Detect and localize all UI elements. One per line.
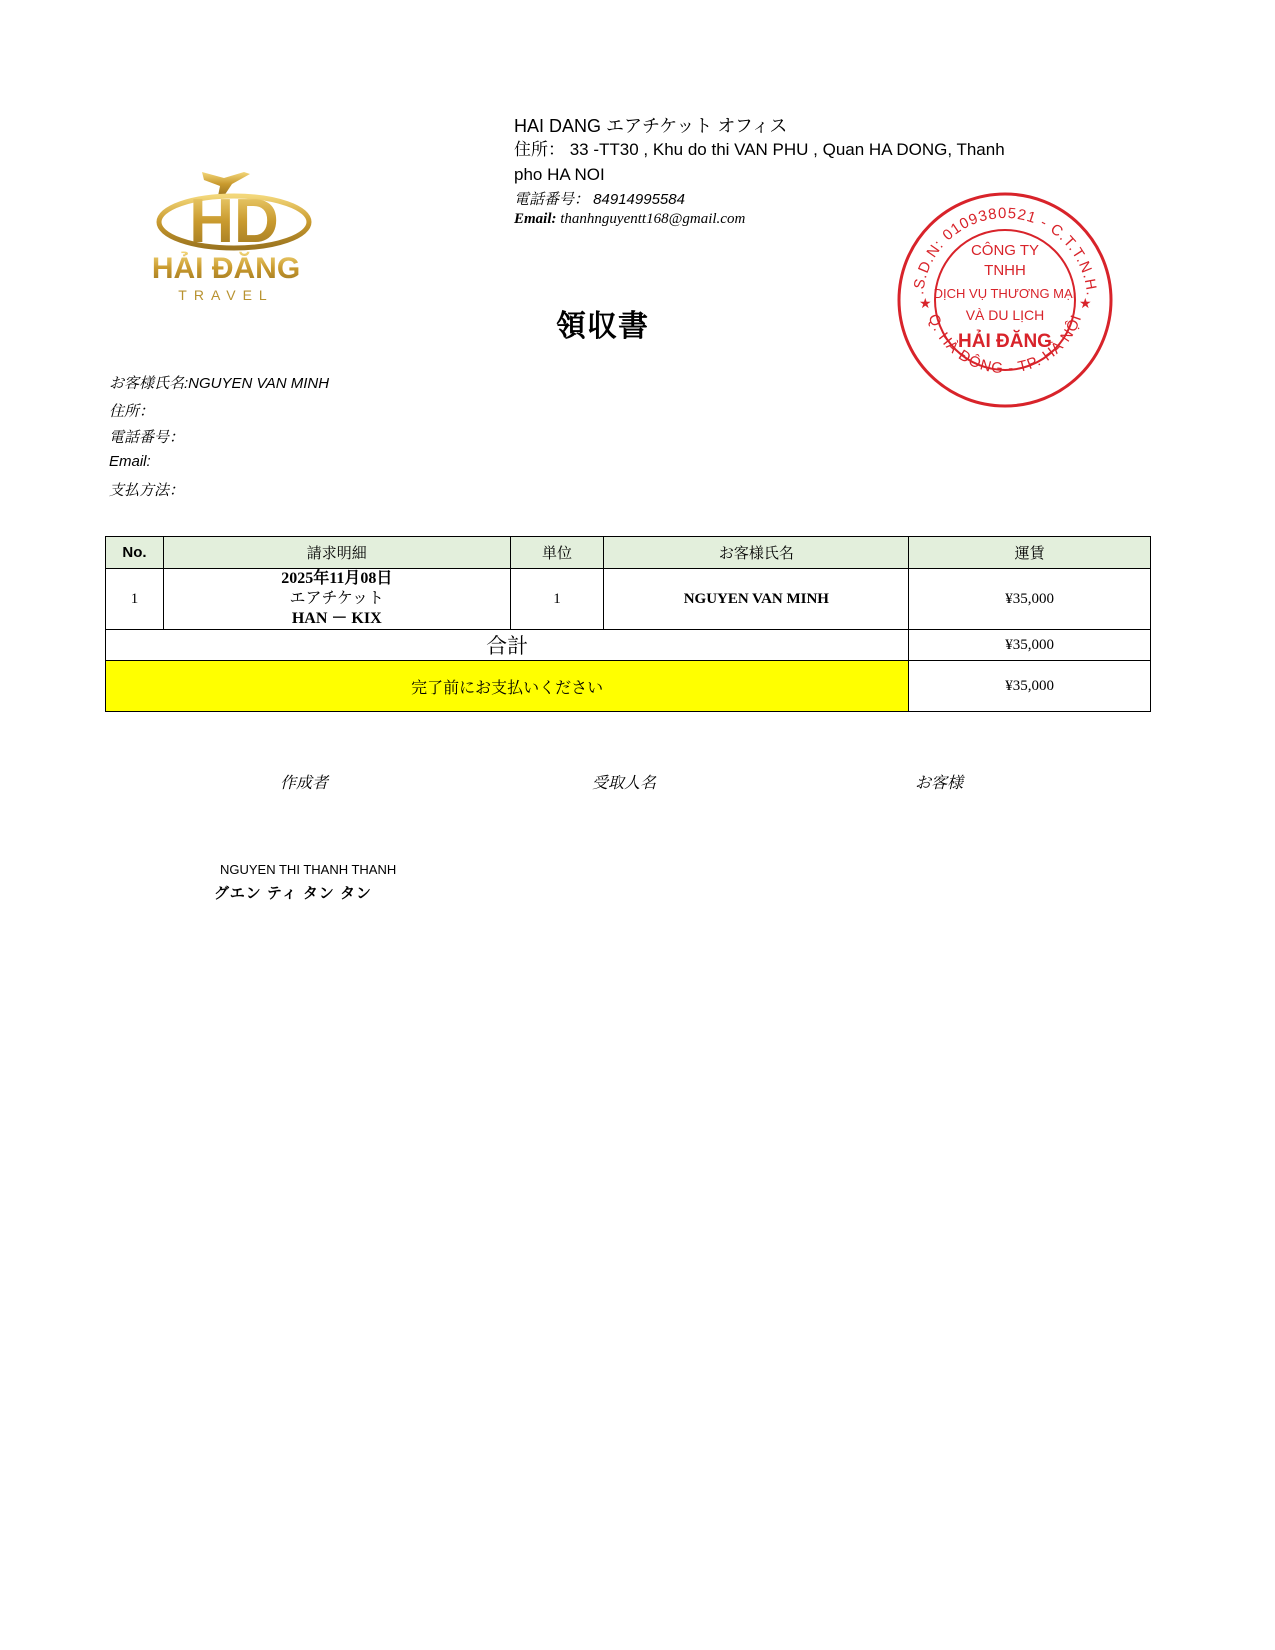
email-label: Email: bbox=[514, 211, 557, 227]
table-row bbox=[106, 569, 1151, 630]
svg-text:TNHH: TNHH bbox=[984, 262, 1026, 279]
payment-notice-row bbox=[106, 661, 1151, 712]
address-line-2: pho HA NOI bbox=[514, 165, 605, 184]
logo-monogram: HD bbox=[189, 187, 279, 256]
maker-name-english: NGUYEN THI THANH THANH bbox=[220, 862, 397, 877]
company-stamp bbox=[895, 190, 1115, 410]
signature-maker-label: 作成者 bbox=[280, 775, 329, 792]
header-description: 請求明細 bbox=[163, 537, 510, 569]
payment-notice: 完了前にお支払いください bbox=[106, 661, 909, 712]
row-item: エアチケット bbox=[289, 590, 385, 607]
row-date: 2025年11月08日 bbox=[281, 570, 393, 587]
row-route: HAN － KIX bbox=[291, 610, 382, 627]
signature-receiver-label: 受取人名 bbox=[592, 775, 657, 792]
header-unit: 単位 bbox=[510, 537, 604, 569]
header-fare: 運賃 bbox=[909, 537, 1151, 569]
maker-name-japanese: グエン ティ タン タン bbox=[214, 885, 373, 902]
total-row bbox=[106, 630, 1151, 661]
company-phone: 電話番号： 84914995584 bbox=[514, 191, 685, 208]
email-value: thanhnguyentt168@gmail.com bbox=[560, 211, 746, 227]
svg-text:DỊCH VỤ THƯƠNG MẠI: DỊCH VỤ THƯƠNG MẠI bbox=[933, 286, 1077, 301]
address-line-1: 住所： 33 -TT30 , Khu do thi VAN PHU , Quan HA DONG, Thanh bbox=[514, 140, 1005, 159]
notice-value: ¥35,000 bbox=[909, 661, 1151, 712]
header-customer-name: お客様氏名 bbox=[604, 537, 909, 569]
document-title: 領収書 bbox=[556, 310, 649, 343]
customer-name: お客様氏名:NGUYEN VAN MINH bbox=[109, 375, 330, 392]
row-customer-name: NGUYEN VAN MINH bbox=[604, 569, 909, 630]
row-fare: ¥35,000 bbox=[909, 569, 1151, 630]
logo-image bbox=[104, 160, 374, 310]
company-email bbox=[514, 211, 745, 228]
svg-text:HẢI ĐĂNG: HẢI ĐĂNG bbox=[958, 331, 1052, 352]
svg-text:HẢI ĐĂNG: HẢI ĐĂNG bbox=[151, 252, 301, 285]
total-value: ¥35,000 bbox=[909, 630, 1151, 661]
total-label: 合計 bbox=[106, 630, 909, 661]
customer-phone: 電話番号： bbox=[109, 429, 185, 446]
signature-customer-label: お客様 bbox=[915, 775, 964, 792]
svg-text:TRAVEL: TRAVEL bbox=[178, 287, 274, 303]
row-description bbox=[163, 569, 510, 630]
svg-text:Q. HÀ ĐÔNG - TP. HÀ NỘI: Q. HÀ ĐÔNG - TP. HÀ NỘI bbox=[924, 311, 1086, 378]
customer-email: Email: bbox=[109, 453, 151, 470]
customer-address: 住所： bbox=[109, 403, 155, 420]
svg-text:CÔNG TY: CÔNG TY bbox=[970, 242, 1040, 259]
svg-text:★: ★ bbox=[919, 295, 932, 311]
invoice-table bbox=[105, 536, 1151, 712]
svg-text:★: ★ bbox=[1079, 295, 1092, 311]
svg-text:M.S.D.N: 0109380521 - C.T.T.N.: .S.D.N: 0109380521 - C.T.T.N.H. bbox=[910, 204, 1100, 297]
company-address bbox=[514, 137, 1034, 187]
stamp-seal bbox=[895, 190, 1115, 410]
row-unit: 1 bbox=[510, 569, 604, 630]
row-no: 1 bbox=[106, 569, 164, 630]
svg-text:VÀ DU LỊCH: VÀ DU LỊCH bbox=[965, 307, 1045, 323]
company-name: HAI DANG エアチケット オフィス bbox=[514, 116, 788, 136]
header-no: No. bbox=[106, 537, 164, 569]
payment-method: 支払方法： bbox=[109, 482, 185, 499]
company-logo bbox=[104, 160, 374, 310]
table-header-row bbox=[106, 537, 1151, 569]
